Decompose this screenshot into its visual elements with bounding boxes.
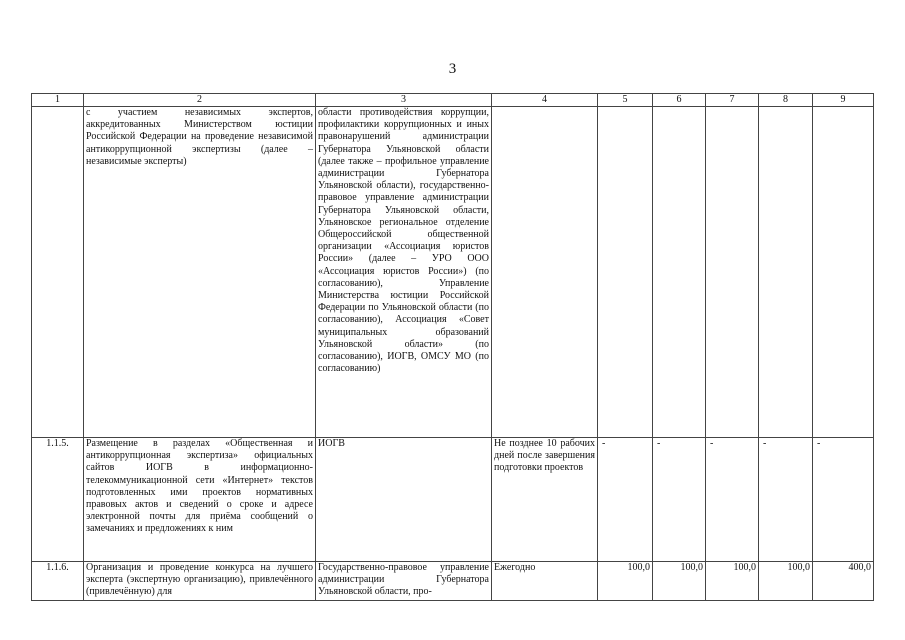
- funding-cell: 100,0: [759, 562, 813, 601]
- table-row: [32, 438, 874, 562]
- funding-total-cell: [813, 107, 874, 438]
- item-number: [32, 107, 84, 438]
- header-cell: 7: [706, 94, 759, 107]
- responsible-executors: ИОГВ: [316, 438, 492, 562]
- funding-cell: -: [653, 438, 706, 562]
- responsible-executors: Государственно-правовое управление администрации Губернатора Ульяновской области, про-: [316, 562, 492, 601]
- measure-description: Размещение в разделах «Общественная и антикоррупционная экспертиза» официальных сайтов ИОГВ в информационно-телекоммуникационной сети «Интернет» текстов подготовленных ими проектов нормативных правовых актов и сведений о сроке и адресе электронной почты для приёма сообщений о замечаниях и предложениях к ним: [84, 438, 316, 562]
- funding-cell: -: [598, 438, 653, 562]
- header-cell: 1: [32, 94, 84, 107]
- measure-description: с участием независимых экспертов, аккредитованных Министерством юстиции Российской Федерации на проведение независимой антикоррупционной экспертизы (далее – независимые эксперты): [84, 107, 316, 438]
- deadline: Не позднее 10 рабочих дней после завершения подготовки проектов: [492, 438, 598, 562]
- header-row: [32, 94, 874, 107]
- header-cell: 8: [759, 94, 813, 107]
- funding-cell: [706, 107, 759, 438]
- table-row: [32, 107, 874, 438]
- header-cell: 6: [653, 94, 706, 107]
- header-cell: 9: [813, 94, 874, 107]
- page-number: 3: [448, 61, 457, 77]
- deadline: [492, 107, 598, 438]
- funding-total-cell: 400,0: [813, 562, 874, 601]
- header-cell: 4: [492, 94, 598, 107]
- item-number: 1.1.6.: [32, 562, 84, 601]
- header-cell: 3: [316, 94, 492, 107]
- header-cell: 2: [84, 94, 316, 107]
- deadline: Ежегодно: [492, 562, 598, 601]
- funding-total-cell: -: [813, 438, 874, 562]
- funding-cell: [759, 107, 813, 438]
- header-cell: 5: [598, 94, 653, 107]
- funding-cell: 100,0: [598, 562, 653, 601]
- table-row: [32, 562, 874, 601]
- funding-cell: [598, 107, 653, 438]
- funding-cell: -: [706, 438, 759, 562]
- measure-description: Организация и проведение конкурса на лучшего эксперта (экспертную организацию), привлечённого (привлечённую) для: [84, 562, 316, 601]
- funding-cell: -: [759, 438, 813, 562]
- funding-cell: 100,0: [653, 562, 706, 601]
- measures-table: [31, 93, 874, 601]
- item-number: 1.1.5.: [32, 438, 84, 562]
- funding-cell: 100,0: [706, 562, 759, 601]
- funding-cell: [653, 107, 706, 438]
- responsible-executors: области противодействия коррупции, профилактики коррупционных и иных правонарушений администрации Губернатора Ульяновской области (далее также – профильное управление администрации Губернатора Ульяновской области), государственно-правовое управление администрации Губернатора Ульяновской области, Ульяновское региональное отделение Общероссийской общественной организации «Ассоциация юристов России» (далее – УРО ООО «Ассоциация юристов России») (по согласованию), Управление Министерства юстиции Российской Федерации по Ульяновской области (по согласованию), Ассоциация «Совет муниципальных образований Ульяновской области» (по согласованию), ИОГВ, ОМСУ МО (по согласованию): [316, 107, 492, 438]
